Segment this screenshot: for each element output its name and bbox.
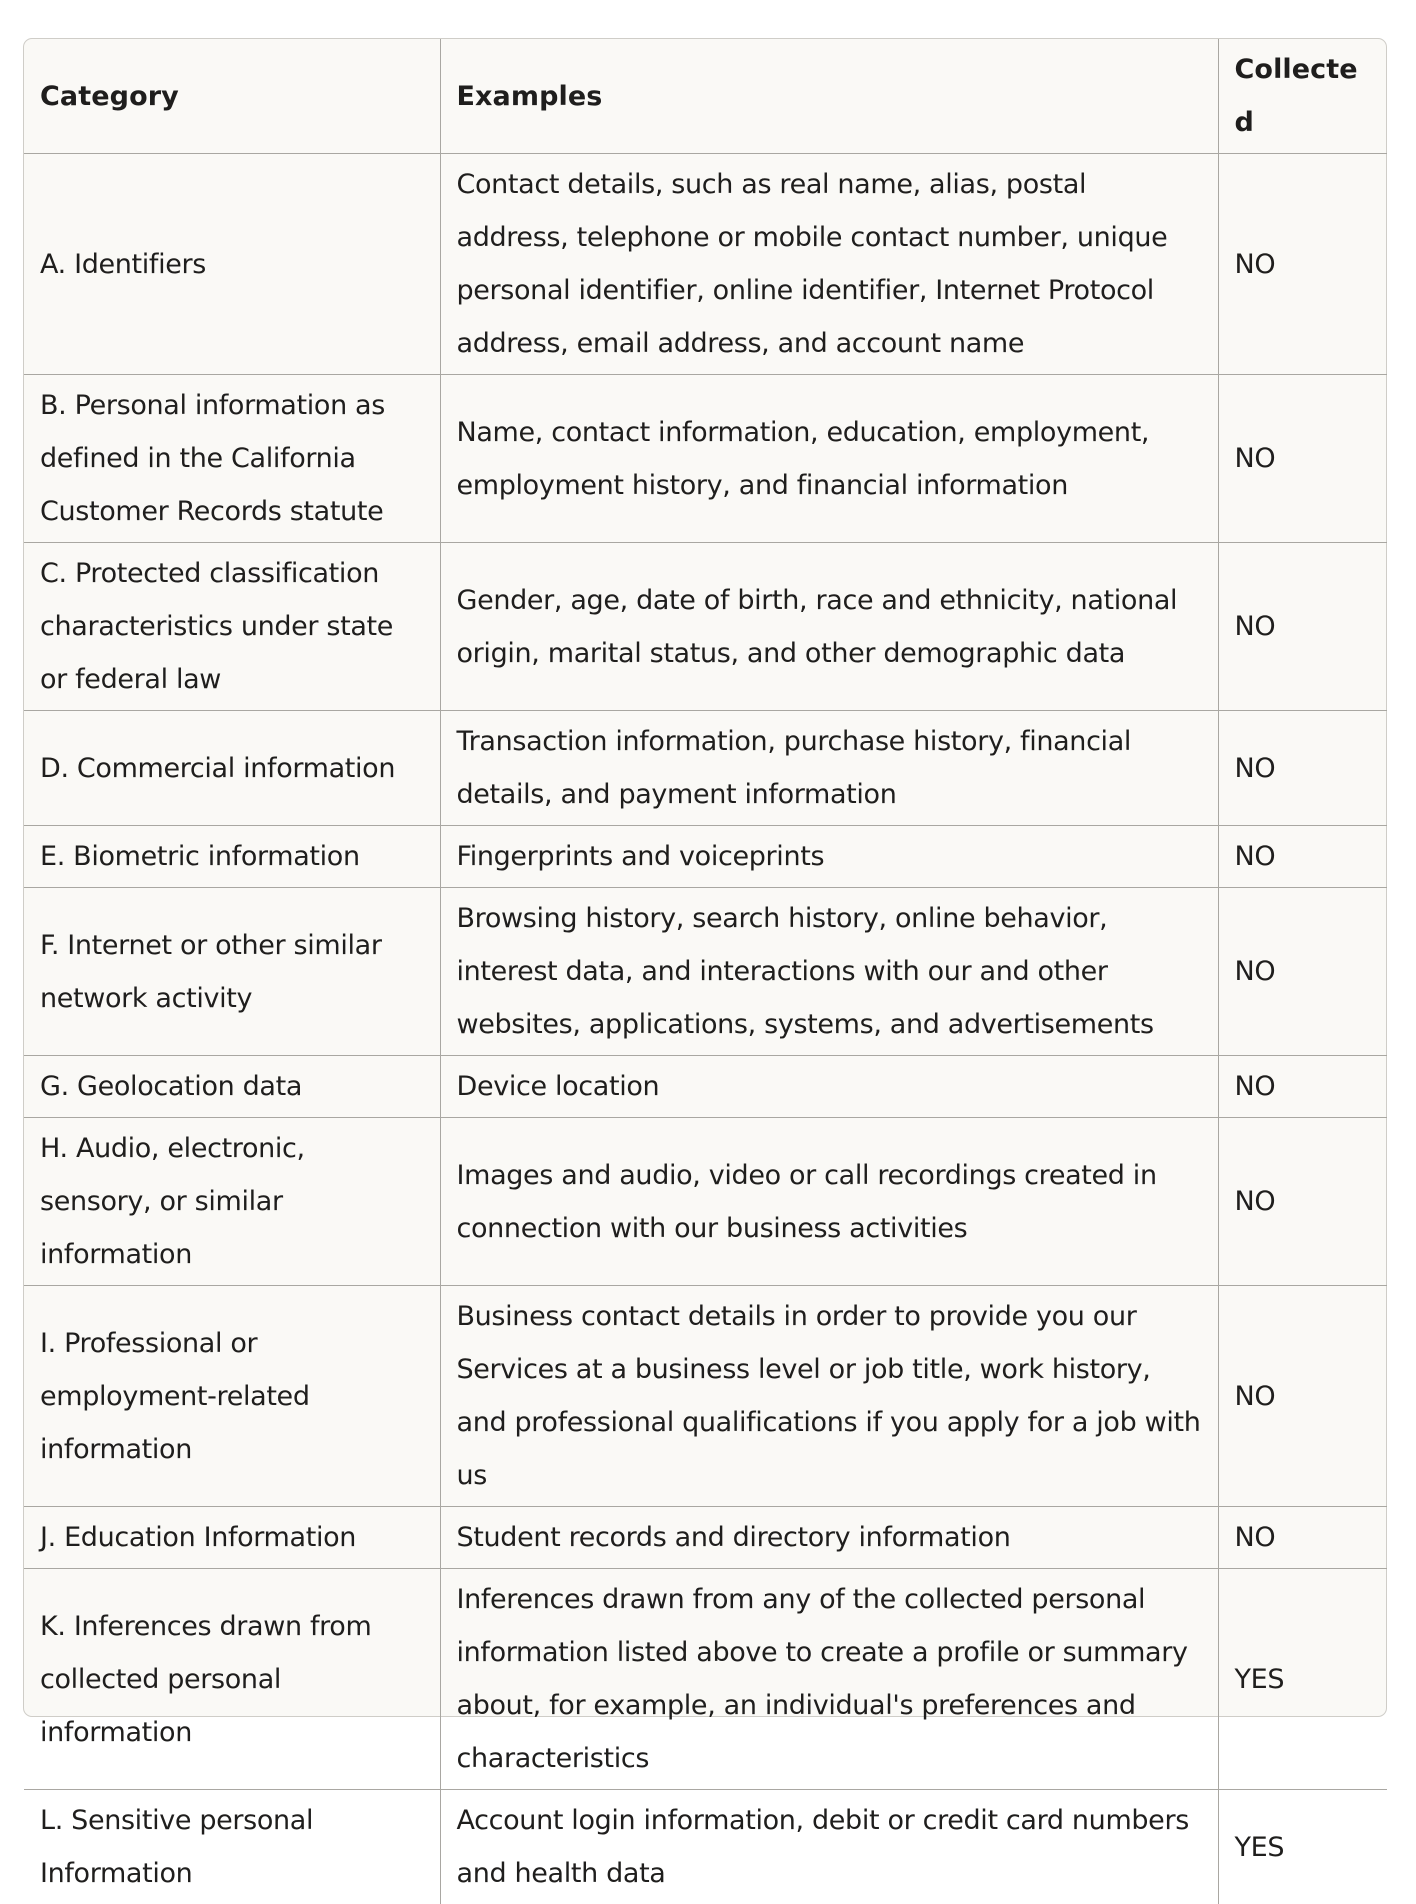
category-cell: K. Inferences drawn from collected personal information [24, 1569, 440, 1790]
table-row [24, 543, 1387, 711]
category-cell: F. Internet or other similar network activity [24, 888, 440, 1056]
examples-cell: Browsing history, search history, online behavior, interest data, and interactions with our and other websites, applications, systems, and advertisements [440, 888, 1218, 1056]
category-cell: I. Professional or employment-related information [24, 1286, 440, 1507]
category-cell: E. Biometric information [24, 826, 440, 888]
category-cell: A. Identifiers [24, 154, 440, 375]
examples-cell: Name, contact information, education, employment, employment history, and financial information [440, 375, 1218, 543]
table-row [24, 1507, 1387, 1569]
table-row [24, 1790, 1387, 1904]
category-cell: G. Geolocation data [24, 1056, 440, 1118]
category-cell: J. Education Information [24, 1507, 440, 1569]
examples-cell: Fingerprints and voiceprints [440, 826, 1218, 888]
collected-cell: YES [1218, 1569, 1387, 1790]
table-row [24, 154, 1387, 375]
table-row [24, 1056, 1387, 1118]
category-cell: C. Protected classification characteristics under state or federal law [24, 543, 440, 711]
table-row [24, 711, 1387, 826]
table-container [23, 38, 1387, 1717]
examples-cell: Student records and directory information [440, 1507, 1218, 1569]
collected-cell: NO [1218, 375, 1387, 543]
table-row [24, 1569, 1387, 1790]
header-category: Category [24, 39, 440, 154]
table-row [24, 1118, 1387, 1286]
collected-cell: NO [1218, 826, 1387, 888]
category-cell: H. Audio, electronic, sensory, or similar information [24, 1118, 440, 1286]
category-cell: D. Commercial information [24, 711, 440, 826]
examples-cell: Device location [440, 1056, 1218, 1118]
collected-cell: NO [1218, 154, 1387, 375]
table-header-row [24, 39, 1387, 154]
collected-cell: NO [1218, 1507, 1387, 1569]
header-collected: Collected [1218, 39, 1387, 154]
table-row [24, 1286, 1387, 1507]
examples-cell: Transaction information, purchase history, financial details, and payment information [440, 711, 1218, 826]
examples-cell: Gender, age, date of birth, race and ethnicity, national origin, marital status, and other demographic data [440, 543, 1218, 711]
table-row [24, 888, 1387, 1056]
category-cell: L. Sensitive personal Information [24, 1790, 440, 1904]
collected-cell: NO [1218, 1286, 1387, 1507]
collected-cell: NO [1218, 1118, 1387, 1286]
data-categories-table [24, 39, 1387, 1904]
examples-cell: Business contact details in order to provide you our Services at a business level or job title, work history, and professional qualifications if you apply for a job with us [440, 1286, 1218, 1507]
table-row [24, 826, 1387, 888]
collected-cell: NO [1218, 888, 1387, 1056]
examples-cell: Images and audio, video or call recordings created in connection with our business activities [440, 1118, 1218, 1286]
collected-cell: YES [1218, 1790, 1387, 1904]
examples-cell: Inferences drawn from any of the collected personal information listed above to create a profile or summary about, for example, an individual's preferences and characteristics [440, 1569, 1218, 1790]
collected-cell: NO [1218, 1056, 1387, 1118]
collected-cell: NO [1218, 711, 1387, 826]
examples-cell: Account login information, debit or credit card numbers and health data [440, 1790, 1218, 1904]
collected-cell: NO [1218, 543, 1387, 711]
header-examples: Examples [440, 39, 1218, 154]
category-cell: B. Personal information as defined in the California Customer Records statute [24, 375, 440, 543]
table-row [24, 375, 1387, 543]
examples-cell: Contact details, such as real name, alias, postal address, telephone or mobile contact number, unique personal identifier, online identifier, Internet Protocol address, email address, and account name [440, 154, 1218, 375]
